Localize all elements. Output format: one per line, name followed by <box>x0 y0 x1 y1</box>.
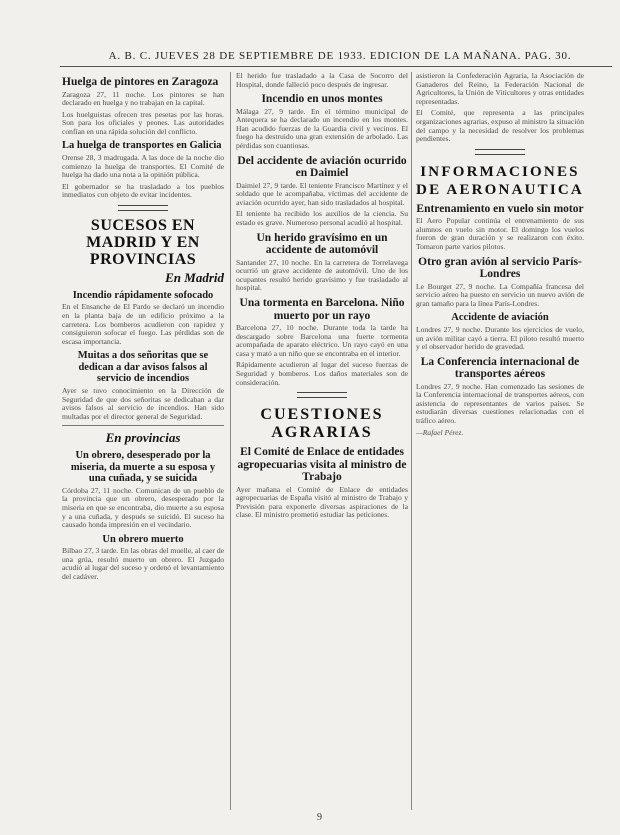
article-byline: —Rafael Pérez. <box>416 427 464 437</box>
headline-comite: El Comité de Enlace de entidades agropecuarias visita al ministro de Trabajo <box>237 446 407 484</box>
article-text: Santander 27, 10 noche. En la carretera de Torrelavega ocurrió un grave accidente de automóvil. Uno de los ocupantes resultó herido gravísimo y fue trasladado al hospital. <box>236 257 408 293</box>
article-text: Zaragoza 27, 11 noche. Los pintores se han declarado en huelga y no trabajan en la capital. <box>62 89 224 108</box>
column-divider <box>230 72 231 810</box>
article-text: Londres 27, 9 noche. Han comenzado las sesiones de la Conferencia internacional de transportes aéreos, con asistencia de representantes de varios países. Se estudiarán diversas cuestiones relacionadas con el tráfico aéreo. <box>416 381 584 426</box>
column-middle <box>236 72 408 815</box>
headline-gran-avion: Otro gran avión al servicio París-Londres <box>418 255 582 281</box>
headline-accidente-aviacion: Accidente de aviación <box>451 312 549 324</box>
ornament-divider <box>297 392 347 398</box>
article-text: Los huelguistas ofrecen tres pesetas por las horas. Son para los oficiales y peones. Las autoridades confían en una rápida solución del conflicto. <box>62 109 224 136</box>
headline-obrero: Un obrero, desesperado por la miseria, da muerte a su esposa y una cuñada, y se suicida <box>70 450 216 485</box>
article-text: Barcelona 27, 10 noche. Durante toda la tarde ha descargado sobre Barcelona una fuerte tormenta acompañada de aparato eléctrico. Un rayo cayó en una casa y mató a un niño que se encontraba en el interior. <box>236 323 408 358</box>
masthead-rule <box>60 66 612 67</box>
section-subtitle-madrid: En Madrid <box>165 269 224 285</box>
section-title-aeronautica: INFORMACIONES DE AERONAUTICA <box>416 163 584 198</box>
headline-huelga-transportes: La huelga de transportes en Galicia <box>62 140 222 152</box>
headline-incendio: Incendio rápidamente sofocado <box>72 289 214 301</box>
article-text: Londres 27, 9 noche. Durante los ejercicios de vuelo, un avión militar cayó a tierra. El piloto resultó muerto y el observador herido de gravedad. <box>416 324 584 352</box>
article-text: Córdoba 27, 11 noche. Comunican de un pueblo de la provincia que un obrero, desesperado por la miseria en que se encontraba, dio muerte a su esposa y a una cuñada, y después se suicidó. El suceso ha causado honda impresión en el vecindario. <box>62 485 224 530</box>
article-text: El Comité, que representa a las principales organizaciones agrarias, expuso al ministro la situación del campo y la necesidad de resolver los problemas pendientes. <box>416 108 584 144</box>
headline-huelga-zaragoza: Huelga de pintores en Zaragoza <box>62 76 219 88</box>
headline-herido-rayo: Un herido gravísimo en un accidente de automóvil <box>256 231 388 257</box>
headline-tormenta: Una tormenta en Barcelona. Niño muerto por un rayo <box>239 297 405 322</box>
headline-conferencia: La Conferencia internacional de transportes aéreos <box>420 355 580 381</box>
article-text: Ayer mañana el Comité de Enlace de entidades agropecuarias de España visitó al ministro de Trabajo y Previsión para exponerle diversas aspiraciones de la clase. El ministro prometió estudiar las peticiones. <box>236 484 408 520</box>
article-text: Orense 28, 3 madrugada. A las doce de la noche dio comienzo la huelga de transportes. El Comité de huelga ha dado una nota a la opinión pública. <box>62 152 224 180</box>
ornament-divider <box>475 149 525 155</box>
article-text: Málaga 27, 9 tarde. En el término municipal de Antequera se ha declarado un incendio en los montes. Han acudido fuerzas de la Guardia civil y vecinos. El fuego ha destruido una gran extensión de arbolado. Las pérdidas son cuantiosas. <box>236 106 408 151</box>
article-text: Daimiel 27, 9 tarde. El teniente Francisco Martínez y el soldado que le acompañaba, víctimas del accidente de aviación ocurrido ayer, han sido trasladados al hospital. <box>236 180 408 207</box>
headline-muitas: Muitas a dos señoritas que se dedican a dar avisos falsos al servicio de incendios <box>77 350 209 385</box>
column-right <box>416 72 584 815</box>
article-text: El gobernador se ha trasladado a los pueblos inmediatos con objeto de evitar incidentes. <box>62 181 224 200</box>
divider <box>62 425 224 426</box>
headline-obrero-muerto: Un obrero muerto <box>102 533 184 545</box>
headline-incendio-montes: Incendio en unos montes <box>261 93 383 106</box>
page-masthead: A. B. C. JUEVES 28 DE SEPTIEMBRE DE 1933. EDICION DE LA MAÑANA. PAG. 30. <box>108 50 572 62</box>
article-text: El teniente ha recibido los auxilios de la ciencia. Su estado es grave. Numeroso personal acudió al hospital. <box>236 209 408 228</box>
headline-accidente-daimiel: Del accidente de aviación ocurrido en Daimiel <box>237 154 407 180</box>
headline-entrenamiento: Entrenamiento en vuelo sin motor <box>416 202 584 215</box>
article-text: Bilbao 27, 3 tarde. En las obras del muelle, al caer de una grúa, resultó muerto un obrero. El Juzgado acudió al lugar del suceso y ordenó el levantamiento del cadáver. <box>62 546 224 582</box>
article-text: El Aero Popular continúa el entrenamiento de sus alumnos en vuelo sin motor. El domingo los vuelos fueron de gran duración y se realizaron con éxito. Tomaron parte varios pilotos. <box>416 216 584 252</box>
ornament-divider <box>118 205 168 211</box>
column-divider <box>411 72 412 810</box>
section-title-cuestiones: CUESTIONES AGRARIAS <box>260 406 384 442</box>
column-left <box>62 72 224 815</box>
section-title-sucesos: SUCESOS EN MADRID Y EN PROVINCIAS <box>86 216 200 268</box>
article-text: Le Bourget 27, 9 noche. La Compañía francesa del servicio aéreo ha puesto en servicio un nuevo avión de gran tamaño para la línea París-Londres. <box>416 281 584 308</box>
article-text: Ayer se tuvo conocimiento en la Dirección de Seguridad de que dos señoritas se dedicaban a dar avisos falsos al servicio de incendios. Han sido multadas por el director general de Seguridad. <box>62 385 224 421</box>
page-number: 9 <box>317 812 322 823</box>
article-text: El herido fue trasladado a la Casa de Socorro del Hospital, donde falleció poco después de ingresar. <box>236 72 408 89</box>
article-text: En el Ensanche de El Pardo se declaró un incendio en la planta baja de un edificio próximo a la carretera. Los bomberos acudieron con rapidez y consiguieron sofocar el fuego. Las pérdidas son de escasa importancia. <box>62 302 224 346</box>
article-text: asistieron la Confederación Agraria, la Asociación de Ganaderos del Reino, la Federación Nacional de Agricultores, la Unión de Viticultores y otras entidades representadas. <box>416 72 584 106</box>
section-title-provincias: En provincias <box>105 430 181 446</box>
article-text: Rápidamente acudieron al lugar del suceso fuerzas de Seguridad y bomberos. Los daños materiales son de consideración. <box>236 360 408 387</box>
